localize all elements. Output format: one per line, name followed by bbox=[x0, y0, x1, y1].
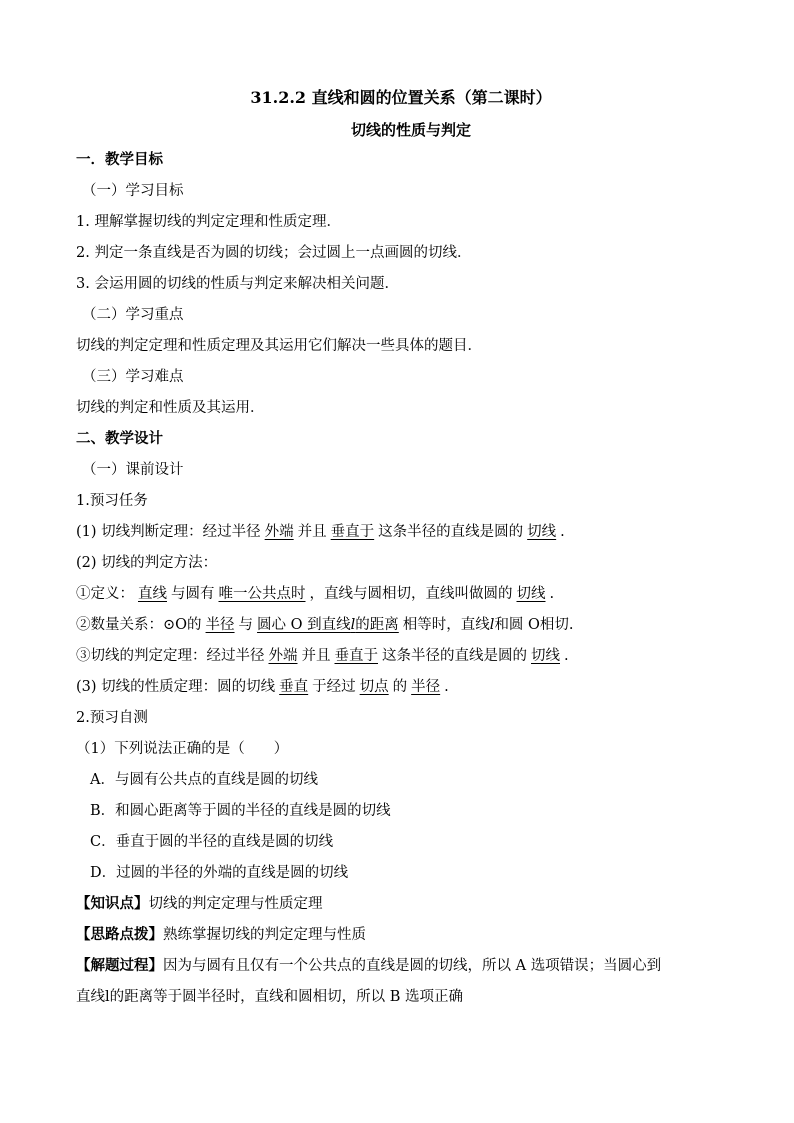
solution-process bbox=[76, 954, 726, 985]
text: 这条半径的直线是圆的 bbox=[382, 648, 527, 664]
text: ③切线的判定定理：经过半径 bbox=[76, 648, 265, 664]
answer-blank: 外端 bbox=[264, 524, 294, 540]
answer-blank: 切线 bbox=[516, 586, 546, 602]
answer-blank: 圆心 O 到直线 bbox=[257, 617, 351, 633]
text: 切线的判定定理与性质定理 bbox=[148, 896, 323, 912]
goal-item: 2. 判定一条直线是否为圆的切线；会过圆上一点画圆的切线． bbox=[76, 245, 472, 261]
text: . bbox=[444, 679, 449, 695]
paragraph: 切线的判定定理和性质定理及其运用它们解决一些具体的题目． bbox=[76, 338, 482, 354]
math-variable: l bbox=[350, 617, 356, 633]
text: (3) 切线的性质定理：圆的切线 bbox=[76, 679, 276, 695]
answer-blank: 唯一公共点时 bbox=[218, 586, 306, 602]
text: 并且 bbox=[301, 648, 331, 664]
subsection-heading: （一）学习目标 bbox=[82, 183, 184, 199]
subsection-heading: （二）学习重点 bbox=[82, 307, 184, 323]
answer-blank: 直线 bbox=[138, 586, 167, 602]
paragraph: 切线的判定和性质及其运用． bbox=[76, 400, 265, 416]
subsection-heading: （三）学习难点 bbox=[82, 369, 184, 385]
text: ②数量关系：⊙O的 bbox=[76, 617, 202, 633]
text: 与圆有 bbox=[171, 586, 215, 602]
text: 于经过 bbox=[312, 679, 356, 695]
answer-blank: 的距离 bbox=[355, 617, 399, 633]
fill-in-line bbox=[76, 520, 726, 551]
paragraph: 1.预习任务 bbox=[76, 493, 148, 509]
thinking-tip bbox=[76, 923, 726, 954]
paragraph: (2) 切线的判定方法： bbox=[76, 555, 218, 571]
page-title: 31.2.2 直线和圆的位置关系（第二课时） bbox=[250, 88, 552, 107]
text: 熟练掌握切线的判定定理与性质 bbox=[163, 927, 366, 943]
fill-in-line bbox=[76, 644, 726, 675]
text: . bbox=[560, 524, 565, 540]
label: 【思路点拨】 bbox=[76, 926, 163, 943]
section-heading: 一．教学目标 bbox=[76, 151, 163, 168]
answer-blank: 切线 bbox=[527, 524, 557, 540]
answer-blank: 切点 bbox=[359, 679, 389, 695]
text: (1) 切线判断定理：经过半径 bbox=[76, 524, 261, 540]
question: （1）下列说法正确的是（ ） bbox=[76, 741, 289, 757]
answer-blank: 切线 bbox=[531, 648, 560, 664]
math-variable: l bbox=[489, 617, 495, 633]
text: 和圆 O相切. bbox=[494, 617, 574, 633]
fill-in-line bbox=[76, 613, 726, 644]
text: . bbox=[564, 648, 569, 664]
option-item: B．和圆心距离等于圆的半径的直线是圆的切线 bbox=[90, 803, 391, 819]
fill-in-line bbox=[76, 582, 726, 613]
text: 的 bbox=[392, 679, 408, 695]
label: 【解题过程】 bbox=[76, 957, 163, 974]
text: 因为与圆有且仅有一个公共点的直线是圆的切线，所以 A 选项错误；当圆心到 bbox=[163, 958, 662, 974]
answer-blank: 半径 bbox=[411, 679, 441, 695]
section-heading: 二、教学设计 bbox=[76, 430, 163, 447]
answer-blank: 外端 bbox=[268, 648, 298, 664]
text: ，直线与圆相切，直线叫做圆的 bbox=[309, 586, 513, 602]
document-page bbox=[76, 86, 726, 1016]
option-item: D．过圆的半径的外端的直线是圆的切线 bbox=[90, 865, 349, 881]
goal-item: 3. 会运用圆的切线的性质与判定来解决相关问题． bbox=[76, 276, 399, 292]
knowledge-point bbox=[76, 892, 726, 923]
answer-blank: 半径 bbox=[205, 617, 235, 633]
text: . bbox=[549, 586, 555, 602]
goal-item: 1. 理解掌握切线的判定定理和性质定理． bbox=[76, 214, 341, 230]
text: 与 bbox=[238, 617, 254, 633]
option-item: A．与圆有公共点的直线是圆的切线 bbox=[90, 772, 318, 788]
answer-blank: 垂直于 bbox=[330, 524, 375, 540]
solution-continued: 直线l的距离等于圆半径时，直线和圆相切，所以 B 选项正确 bbox=[76, 989, 464, 1005]
paragraph: 2.预习自测 bbox=[76, 710, 148, 726]
fill-in-line bbox=[76, 675, 726, 706]
text: ①定义： bbox=[76, 586, 134, 602]
text: 并且 bbox=[297, 524, 327, 540]
text: 相等时，直线 bbox=[402, 617, 490, 633]
answer-blank: 垂直于 bbox=[334, 648, 378, 664]
option-item: C．垂直于圆的半径的直线是圆的切线 bbox=[90, 834, 334, 850]
text: 这条半径的直线是圆的 bbox=[378, 524, 524, 540]
subsection-heading: （一）课前设计 bbox=[82, 462, 184, 478]
page-subtitle: 切线的性质与判定 bbox=[350, 121, 471, 139]
answer-blank: 垂直 bbox=[279, 679, 309, 695]
label: 【知识点】 bbox=[76, 895, 149, 912]
